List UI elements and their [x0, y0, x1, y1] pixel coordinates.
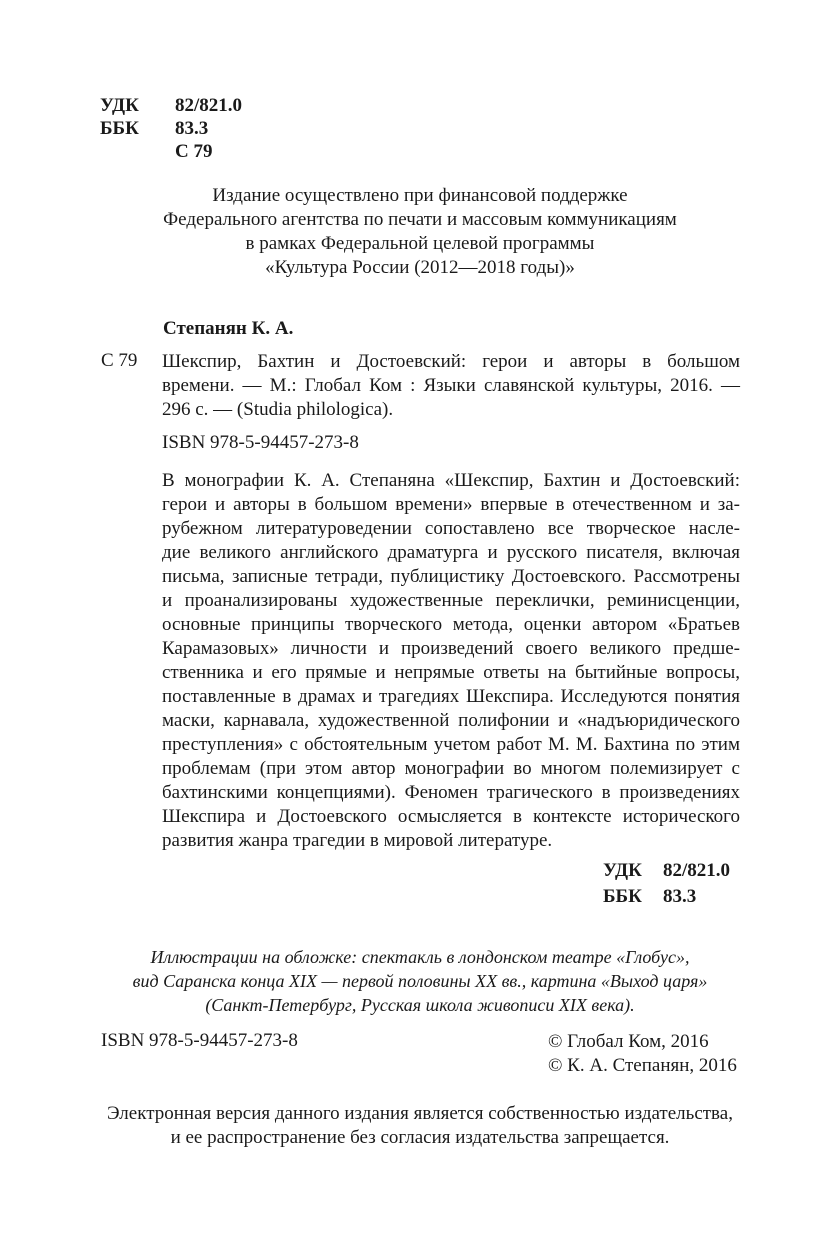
abstract-line: рубежном литературоведении сопоставлено все творческое насле- — [162, 518, 740, 539]
funding-note — [100, 184, 740, 280]
abstract-line: письма, записные тетради, публицистику Достоевского. Рассмотрены — [162, 566, 740, 587]
description-line: Шекспир, Бахтин и Достоевский: герои и авторы в большом — [162, 351, 740, 372]
abstract-line: бахтинскими концепциями). Феномен трагического в произведениях — [162, 782, 740, 803]
abstract-line: Карамазовых» личности и произведений своего великого предше- — [162, 638, 740, 659]
card-bbk-value: 83.3 — [663, 886, 697, 907]
cover-illustrations-note — [100, 945, 740, 1017]
copyright-publisher: © Глобал Ком, 2016 — [548, 1031, 709, 1052]
card-bbk-row — [603, 884, 730, 910]
abstract-line: герои и авторы в большом времени» впервые в отечественном и за- — [162, 494, 740, 515]
funding-line: «Культура России (2012—2018 годы)» — [265, 257, 575, 278]
abstract-line: В монографии К. А. Степаняна «Шекспир, Бахтин и Достоевский: — [162, 470, 740, 491]
classification-codes — [100, 94, 242, 163]
copyright-author: © К. А. Степанян, 2016 — [548, 1055, 737, 1076]
footer-isbn: ISBN 978-5-94457-273-8 — [101, 1030, 298, 1051]
bbk-row — [100, 117, 242, 140]
card-isbn: ISBN 978-5-94457-273-8 — [162, 432, 359, 453]
copyright-block — [548, 1030, 737, 1078]
abstract-line: маски, карнавала, художественной полифонии и «надъюридического — [162, 710, 740, 731]
funding-line: Издание осуществлено при финансовой поддержке — [212, 185, 628, 206]
card-author: Степанян К. А. — [163, 318, 294, 339]
abstract — [162, 469, 740, 853]
cipher-row — [100, 140, 242, 163]
illustrations-line: вид Саранска конца XIX — первой половины XX вв., картина «Выход царя» — [132, 971, 708, 991]
bbk-label: ББК — [100, 118, 139, 139]
card-udk-value: 82/821.0 — [663, 860, 731, 881]
notice-line: и ее распространение без согласия издательства запрещается. — [170, 1127, 670, 1148]
abstract-line: ственника и его прямые и непрямые ответы на бытийные вопросы, — [162, 662, 740, 683]
abstract-line: и проанализированы художественные переклички, реминисценции, — [162, 590, 740, 611]
abstract-line: преступления» с обстоятельным учетом работ М. М. Бахтина по этим — [162, 734, 740, 755]
description-line: времени. — М.: Глобал Ком : Языки славянской культуры, 2016. — — [162, 375, 740, 396]
abstract-line: основные принципы творческого метода, оценки автором «Братьев — [162, 614, 740, 635]
illustrations-line: Иллюстрации на обложке: спектакль в лондонском театре «Глобус», — [150, 947, 690, 967]
udk-value: 82/821.0 — [175, 95, 243, 116]
illustrations-line: (Санкт-Петербург, Русская школа живописи XIX века). — [205, 995, 635, 1015]
abstract-line: Шекспира и Достоевского осмысляется в контексте исторического — [162, 806, 740, 827]
abstract-line: поставленные в драмах и трагедиях Шекспира. Исследуются понятия — [162, 686, 740, 707]
card-cipher: С 79 — [101, 350, 138, 371]
abstract-line: дие великого английского драматурга и русского писателя, включая — [162, 542, 740, 563]
bibliographic-description — [162, 350, 740, 422]
card-classification-codes — [603, 858, 730, 910]
author-cipher: С 79 — [175, 141, 213, 162]
notice-line: Электронная версия данного издания является собственностью издательства, — [107, 1103, 733, 1124]
funding-line: Федерального агентства по печати и массовым коммуникациям — [163, 209, 677, 230]
bbk-value: 83.3 — [175, 118, 209, 139]
card-udk-row — [603, 858, 730, 884]
card-udk-label: УДК — [603, 860, 642, 881]
description-line: 296 с. — (Studia philologica). — [162, 399, 394, 420]
udk-label: УДК — [100, 95, 139, 116]
electronic-version-notice — [60, 1102, 780, 1150]
abstract-line: проблемам (при этом автор монографии во многом полемизирует с — [162, 758, 740, 779]
udk-row — [100, 94, 242, 117]
abstract-line: развития жанра трагедии в мировой литературе. — [162, 830, 553, 851]
funding-line: в рамках Федеральной целевой программы — [245, 233, 595, 254]
card-bbk-label: ББК — [603, 886, 642, 907]
